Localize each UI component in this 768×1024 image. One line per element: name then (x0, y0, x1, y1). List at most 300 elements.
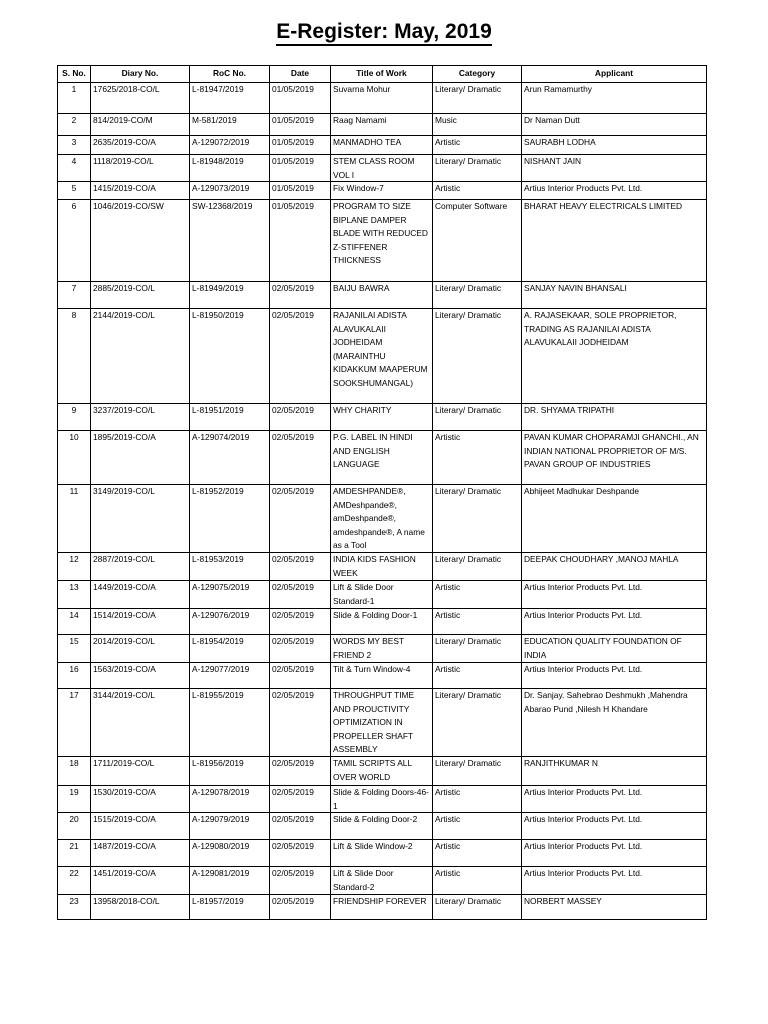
cell-applicant-text: DR. SHYAMA TRIPATHI (524, 405, 615, 415)
cell-sno-text: 6 (71, 201, 77, 211)
cell-title-of-work-text: Slide & Folding Doors-46-1 (333, 787, 429, 811)
cell-sno (58, 786, 91, 813)
cell-applicant-text: BHARAT HEAVY ELECTRICALS LIMITED (524, 201, 683, 211)
cell-title-of-work (331, 689, 433, 757)
cell-roc-no-text: A-129075/2019 (192, 582, 250, 592)
cell-applicant-text: DEEPAK CHOUDHARY ,MANOJ MAHLA (524, 554, 679, 564)
table-body (58, 83, 707, 920)
cell-sno-text: 12 (69, 554, 79, 564)
cell-category (433, 553, 522, 581)
cell-diary-no-text: 13958/2018-CO/L (93, 896, 160, 906)
cell-roc-no-text: L-81949/2019 (192, 283, 244, 293)
cell-sno (58, 689, 91, 757)
cell-sno (58, 867, 91, 895)
cell-sno (58, 635, 91, 663)
cell-category (433, 895, 522, 920)
cell-diary-no (91, 83, 190, 114)
cell-diary-no-text: 1563/2019-CO/A (93, 664, 156, 674)
header-date: Date (270, 66, 331, 83)
cell-category-text: Literary/ Dramatic (435, 690, 502, 700)
cell-roc-no-text: L-81953/2019 (192, 554, 244, 564)
cell-applicant-text: NISHANT JAIN (524, 156, 582, 166)
cell-diary-no-text: 1515/2019-CO/A (93, 814, 156, 824)
cell-category-text: Artistic (435, 787, 461, 797)
cell-applicant-text: Abhijeet Madhukar Deshpande (524, 486, 640, 496)
cell-date-text: 02/05/2019 (272, 610, 314, 620)
cell-date-text: 02/05/2019 (272, 896, 314, 906)
cell-category-text: Artistic (435, 868, 461, 878)
cell-applicant-text: Arun Ramamurthy (524, 84, 592, 94)
cell-title-of-work-text: BAIJU BAWRA (333, 283, 390, 293)
cell-title-of-work-text: WORDS MY BEST FRIEND 2 (333, 636, 404, 660)
table-row (58, 840, 707, 867)
cell-diary-no (91, 431, 190, 485)
cell-roc-no-text: L-81951/2019 (192, 405, 244, 415)
cell-category (433, 200, 522, 282)
cell-applicant (522, 609, 707, 635)
header-sno: S. No. (58, 66, 91, 83)
cell-date (270, 689, 331, 757)
cell-roc-no (190, 309, 270, 404)
cell-sno (58, 663, 91, 689)
cell-applicant (522, 867, 707, 895)
cell-title-of-work-text: AMDESHPANDE®, AMDeshpande®, amDeshpande®, amdeshpande®, A name as a Tool (333, 486, 425, 550)
cell-date-text: 01/05/2019 (272, 201, 314, 211)
cell-diary-no (91, 813, 190, 840)
table-row (58, 609, 707, 635)
cell-title-of-work (331, 182, 433, 200)
cell-date (270, 114, 331, 136)
cell-sno-text: 8 (71, 310, 77, 320)
cell-title-of-work (331, 840, 433, 867)
cell-applicant (522, 553, 707, 581)
cell-date-text: 01/05/2019 (272, 137, 314, 147)
cell-roc-no (190, 689, 270, 757)
cell-sno-text: 2 (71, 115, 77, 125)
cell-roc-no-text: A-129079/2019 (192, 814, 250, 824)
cell-category (433, 155, 522, 182)
cell-applicant-text: Dr Naman Dutt (524, 115, 580, 125)
cell-roc-no-text: A-129078/2019 (192, 787, 250, 797)
cell-category (433, 83, 522, 114)
cell-category (433, 813, 522, 840)
cell-diary-no-text: 1118/2019-CO/L (93, 156, 154, 166)
cell-applicant (522, 155, 707, 182)
table-row (58, 431, 707, 485)
cell-date-text: 02/05/2019 (272, 283, 314, 293)
cell-sno-text: 7 (71, 283, 77, 293)
cell-applicant (522, 663, 707, 689)
cell-date (270, 581, 331, 609)
cell-title-of-work (331, 431, 433, 485)
cell-diary-no (91, 635, 190, 663)
header-roc-no: RoC No. (190, 66, 270, 83)
cell-title-of-work (331, 635, 433, 663)
cell-sno-text: 4 (71, 156, 77, 166)
cell-roc-no (190, 813, 270, 840)
cell-date-text: 02/05/2019 (272, 310, 314, 320)
cell-category (433, 182, 522, 200)
header-row (58, 66, 707, 83)
cell-applicant (522, 136, 707, 155)
cell-category (433, 431, 522, 485)
cell-roc-no-text: L-81957/2019 (192, 896, 244, 906)
cell-diary-no (91, 553, 190, 581)
cell-roc-no-text: A-129077/2019 (192, 664, 250, 674)
cell-category-text: Literary/ Dramatic (435, 283, 502, 293)
cell-diary-no-text: 1895/2019-CO/A (93, 432, 156, 442)
cell-sno-text: 5 (71, 183, 77, 193)
cell-category-text: Artistic (435, 183, 461, 193)
cell-diary-no (91, 757, 190, 786)
cell-sno-text: 21 (69, 841, 79, 851)
cell-title-of-work (331, 609, 433, 635)
cell-sno (58, 83, 91, 114)
cell-date (270, 895, 331, 920)
cell-category-text: Artistic (435, 582, 461, 592)
cell-diary-no-text: 2635/2019-CO/A (93, 137, 156, 147)
cell-date (270, 155, 331, 182)
cell-title-of-work-text: Suvarna Mohur (333, 84, 391, 94)
cell-title-of-work-text: RAJANILAI ADISTA ALAVUKALAII JODHEIDAM (MARAINTHU KIDAKKUM MAAPERUM SOOKSHUMANGAL) (333, 310, 428, 388)
cell-date-text: 02/05/2019 (272, 758, 314, 768)
cell-roc-no (190, 895, 270, 920)
cell-roc-no-text: A-129074/2019 (192, 432, 250, 442)
cell-applicant (522, 431, 707, 485)
cell-applicant-text: EDUCATION QUALITY FOUNDATION OF INDIA (524, 636, 682, 660)
cell-roc-no (190, 663, 270, 689)
cell-sno (58, 813, 91, 840)
cell-sno-text: 23 (69, 896, 79, 906)
table-row (58, 867, 707, 895)
cell-applicant (522, 404, 707, 431)
cell-title-of-work (331, 786, 433, 813)
cell-date (270, 609, 331, 635)
table-row (58, 83, 707, 114)
cell-category-text: Artistic (435, 841, 461, 851)
cell-date (270, 663, 331, 689)
cell-category (433, 786, 522, 813)
cell-title-of-work-text: Raag Namami (333, 115, 387, 125)
cell-applicant-text: Artius Interior Products Pvt. Ltd. (524, 868, 643, 878)
cell-date-text: 01/05/2019 (272, 84, 314, 94)
cell-sno (58, 155, 91, 182)
cell-title-of-work (331, 114, 433, 136)
table-row (58, 757, 707, 786)
cell-category (433, 404, 522, 431)
cell-title-of-work (331, 813, 433, 840)
cell-diary-no (91, 663, 190, 689)
cell-applicant (522, 114, 707, 136)
cell-diary-no (91, 136, 190, 155)
cell-applicant-text: Artius Interior Products Pvt. Ltd. (524, 841, 643, 851)
cell-sno-text: 14 (69, 610, 79, 620)
cell-roc-no-text: A-129080/2019 (192, 841, 250, 851)
cell-sno (58, 114, 91, 136)
cell-diary-no-text: 2887/2019-CO/L (93, 554, 155, 564)
table-row (58, 155, 707, 182)
cell-sno-text: 3 (71, 137, 77, 147)
cell-diary-no-text: 1451/2019-CO/A (93, 868, 156, 878)
cell-date (270, 431, 331, 485)
cell-applicant-text: A. RAJASEKAAR, SOLE PROPRIETOR, TRADING AS RAJANILAI ADISTA ALAVUKALAII JODHEIDAM (524, 310, 677, 347)
cell-diary-no-text: 814/2019-CO/M (93, 115, 153, 125)
cell-date (270, 813, 331, 840)
cell-title-of-work (331, 663, 433, 689)
cell-diary-no (91, 404, 190, 431)
cell-title-of-work (331, 155, 433, 182)
cell-applicant-text: SANJAY NAVIN BHANSALI (524, 283, 627, 293)
cell-sno (58, 895, 91, 920)
cell-category (433, 309, 522, 404)
cell-sno-text: 16 (69, 664, 79, 674)
cell-date-text: 02/05/2019 (272, 868, 314, 878)
cell-date (270, 786, 331, 813)
cell-sno-text: 19 (69, 787, 79, 797)
cell-roc-no (190, 136, 270, 155)
cell-category-text: Artistic (435, 137, 461, 147)
cell-applicant-text: Artius Interior Products Pvt. Ltd. (524, 183, 643, 193)
page-title-text: E-Register: May, 2019 (276, 20, 492, 46)
cell-applicant (522, 282, 707, 309)
cell-title-of-work-text: INDIA KIDS FASHION WEEK (333, 554, 416, 578)
header-title-of-work: Title of Work (331, 66, 433, 83)
page-title (0, 20, 768, 44)
cell-roc-no-text: A-129076/2019 (192, 610, 250, 620)
cell-roc-no (190, 404, 270, 431)
cell-title-of-work (331, 895, 433, 920)
cell-sno-text: 22 (69, 868, 79, 878)
cell-roc-no-text: A-129073/2019 (192, 183, 250, 193)
cell-title-of-work (331, 757, 433, 786)
table-row (58, 309, 707, 404)
cell-roc-no-text: L-81956/2019 (192, 758, 244, 768)
cell-applicant-text: Artius Interior Products Pvt. Ltd. (524, 814, 643, 824)
cell-category (433, 609, 522, 635)
cell-roc-no (190, 83, 270, 114)
cell-applicant-text: Dr. Sanjay. Sahebrao Deshmukh ,Mahendra Abarao Pund ,Nilesh H Khandare (524, 690, 688, 714)
cell-category-text: Artistic (435, 610, 461, 620)
cell-date-text: 01/05/2019 (272, 183, 314, 193)
header-applicant: Applicant (522, 66, 707, 83)
cell-date (270, 83, 331, 114)
cell-title-of-work (331, 485, 433, 553)
cell-roc-no-text: SW-12368/2019 (192, 201, 253, 211)
table-row (58, 635, 707, 663)
cell-diary-no (91, 155, 190, 182)
cell-date-text: 01/05/2019 (272, 115, 314, 125)
cell-applicant (522, 840, 707, 867)
cell-applicant (522, 485, 707, 553)
cell-diary-no-text: 3144/2019-CO/L (93, 690, 155, 700)
cell-title-of-work (331, 282, 433, 309)
cell-sno-text: 15 (69, 636, 79, 646)
cell-roc-no-text: L-81947/2019 (192, 84, 244, 94)
cell-diary-no-text: 3149/2019-CO/L (93, 486, 155, 496)
cell-diary-no (91, 867, 190, 895)
cell-sno (58, 581, 91, 609)
cell-diary-no-text: 1449/2019-CO/A (93, 582, 156, 592)
cell-date (270, 485, 331, 553)
cell-sno (58, 182, 91, 200)
cell-sno (58, 757, 91, 786)
cell-diary-no-text: 2885/2019-CO/L (93, 283, 155, 293)
cell-roc-no-text: A-129072/2019 (192, 137, 250, 147)
cell-diary-no (91, 200, 190, 282)
cell-diary-no-text: 1711/2019-CO/L (93, 758, 155, 768)
cell-roc-no-text: L-81954/2019 (192, 636, 244, 646)
cell-date (270, 867, 331, 895)
cell-title-of-work (331, 581, 433, 609)
cell-date-text: 02/05/2019 (272, 664, 314, 674)
cell-category-text: Literary/ Dramatic (435, 156, 502, 166)
cell-roc-no-text: L-81952/2019 (192, 486, 244, 496)
cell-title-of-work-text: Fix Window-7 (333, 183, 384, 193)
cell-date-text: 02/05/2019 (272, 841, 314, 851)
cell-sno (58, 553, 91, 581)
cell-roc-no (190, 431, 270, 485)
header-category: Category (433, 66, 522, 83)
cell-roc-no (190, 182, 270, 200)
cell-date-text: 01/05/2019 (272, 156, 314, 166)
cell-roc-no (190, 867, 270, 895)
cell-date-text: 02/05/2019 (272, 814, 314, 824)
cell-date-text: 02/05/2019 (272, 432, 314, 442)
cell-category-text: Literary/ Dramatic (435, 896, 502, 906)
table-row (58, 553, 707, 581)
cell-title-of-work-text: FRIENDSHIP FOREVER (333, 896, 427, 906)
cell-diary-no (91, 182, 190, 200)
cell-category-text: Literary/ Dramatic (435, 84, 502, 94)
table-row (58, 581, 707, 609)
cell-title-of-work (331, 200, 433, 282)
cell-category-text: Music (435, 115, 457, 125)
cell-title-of-work-text: MANMADHO TEA (333, 137, 402, 147)
cell-date-text: 02/05/2019 (272, 636, 314, 646)
cell-category (433, 581, 522, 609)
table-row (58, 663, 707, 689)
cell-title-of-work-text: Tilt & Turn Window-4 (333, 664, 411, 674)
cell-roc-no (190, 485, 270, 553)
cell-title-of-work-text: Slide & Folding Door-2 (333, 814, 418, 824)
cell-title-of-work (331, 553, 433, 581)
table-row (58, 689, 707, 757)
cell-title-of-work (331, 136, 433, 155)
cell-category (433, 689, 522, 757)
cell-sno-text: 1 (71, 84, 77, 94)
cell-sno (58, 840, 91, 867)
cell-sno (58, 431, 91, 485)
cell-title-of-work-text: P.G. LABEL IN HINDI AND ENGLISH LANGUAGE (333, 432, 413, 469)
cell-date (270, 553, 331, 581)
cell-sno-text: 11 (69, 486, 79, 496)
cell-category-text: Literary/ Dramatic (435, 636, 502, 646)
table-row (58, 136, 707, 155)
cell-sno-text: 9 (71, 405, 77, 415)
cell-category (433, 635, 522, 663)
cell-roc-no (190, 553, 270, 581)
cell-category-text: Literary/ Dramatic (435, 405, 502, 415)
cell-date (270, 200, 331, 282)
cell-roc-no (190, 786, 270, 813)
cell-roc-no (190, 609, 270, 635)
cell-date (270, 404, 331, 431)
cell-roc-no (190, 114, 270, 136)
header-diary-no: Diary No. (91, 66, 190, 83)
cell-diary-no (91, 840, 190, 867)
cell-category (433, 485, 522, 553)
cell-date (270, 282, 331, 309)
cell-applicant (522, 309, 707, 404)
cell-applicant-text: Artius Interior Products Pvt. Ltd. (524, 787, 643, 797)
cell-title-of-work-text: STEM CLASS ROOM VOL I (333, 156, 415, 180)
cell-sno (58, 609, 91, 635)
cell-title-of-work-text: WHY CHARITY (333, 405, 392, 415)
table-row (58, 786, 707, 813)
cell-category-text: Literary/ Dramatic (435, 554, 502, 564)
cell-diary-no (91, 581, 190, 609)
cell-applicant-text: Artius Interior Products Pvt. Ltd. (524, 582, 643, 592)
cell-applicant (522, 635, 707, 663)
cell-roc-no-text: M-581/2019 (192, 115, 237, 125)
cell-applicant-text: NORBERT MASSEY (524, 896, 602, 906)
cell-diary-no-text: 1046/2019-CO/SW (93, 201, 164, 211)
cell-roc-no (190, 155, 270, 182)
cell-diary-no (91, 786, 190, 813)
cell-title-of-work (331, 309, 433, 404)
table-row (58, 485, 707, 553)
cell-diary-no (91, 895, 190, 920)
cell-applicant (522, 895, 707, 920)
cell-date (270, 757, 331, 786)
cell-title-of-work-text: Slide & Folding Door-1 (333, 610, 418, 620)
table-row (58, 813, 707, 840)
cell-category (433, 757, 522, 786)
cell-diary-no-text: 2144/2019-CO/L (93, 310, 155, 320)
table-row (58, 200, 707, 282)
cell-date-text: 02/05/2019 (272, 405, 314, 415)
cell-diary-no-text: 3237/2019-CO/L (93, 405, 155, 415)
cell-category-text: Artistic (435, 432, 461, 442)
cell-applicant-text: RANJITHKUMAR N (524, 758, 598, 768)
cell-roc-no (190, 840, 270, 867)
cell-roc-no (190, 282, 270, 309)
cell-category-text: Literary/ Dramatic (435, 310, 502, 320)
cell-diary-no (91, 485, 190, 553)
cell-roc-no (190, 200, 270, 282)
cell-diary-no-text: 1487/2019-CO/A (93, 841, 156, 851)
cell-applicant (522, 689, 707, 757)
cell-roc-no-text: L-81955/2019 (192, 690, 244, 700)
cell-title-of-work (331, 83, 433, 114)
cell-applicant (522, 581, 707, 609)
cell-category (433, 867, 522, 895)
cell-title-of-work-text: Lift & Slide Door Standard-1 (333, 582, 394, 606)
cell-diary-no (91, 309, 190, 404)
cell-diary-no-text: 1530/2019-CO/A (93, 787, 156, 797)
cell-title-of-work-text: Lift & Slide Door Standard-2 (333, 868, 394, 892)
cell-applicant-text: Artius Interior Products Pvt. Ltd. (524, 664, 643, 674)
table-row (58, 182, 707, 200)
table-row (58, 895, 707, 920)
cell-diary-no (91, 114, 190, 136)
cell-sno (58, 485, 91, 553)
cell-sno (58, 404, 91, 431)
table-header (58, 66, 707, 83)
cell-date (270, 309, 331, 404)
cell-category (433, 840, 522, 867)
cell-sno (58, 309, 91, 404)
